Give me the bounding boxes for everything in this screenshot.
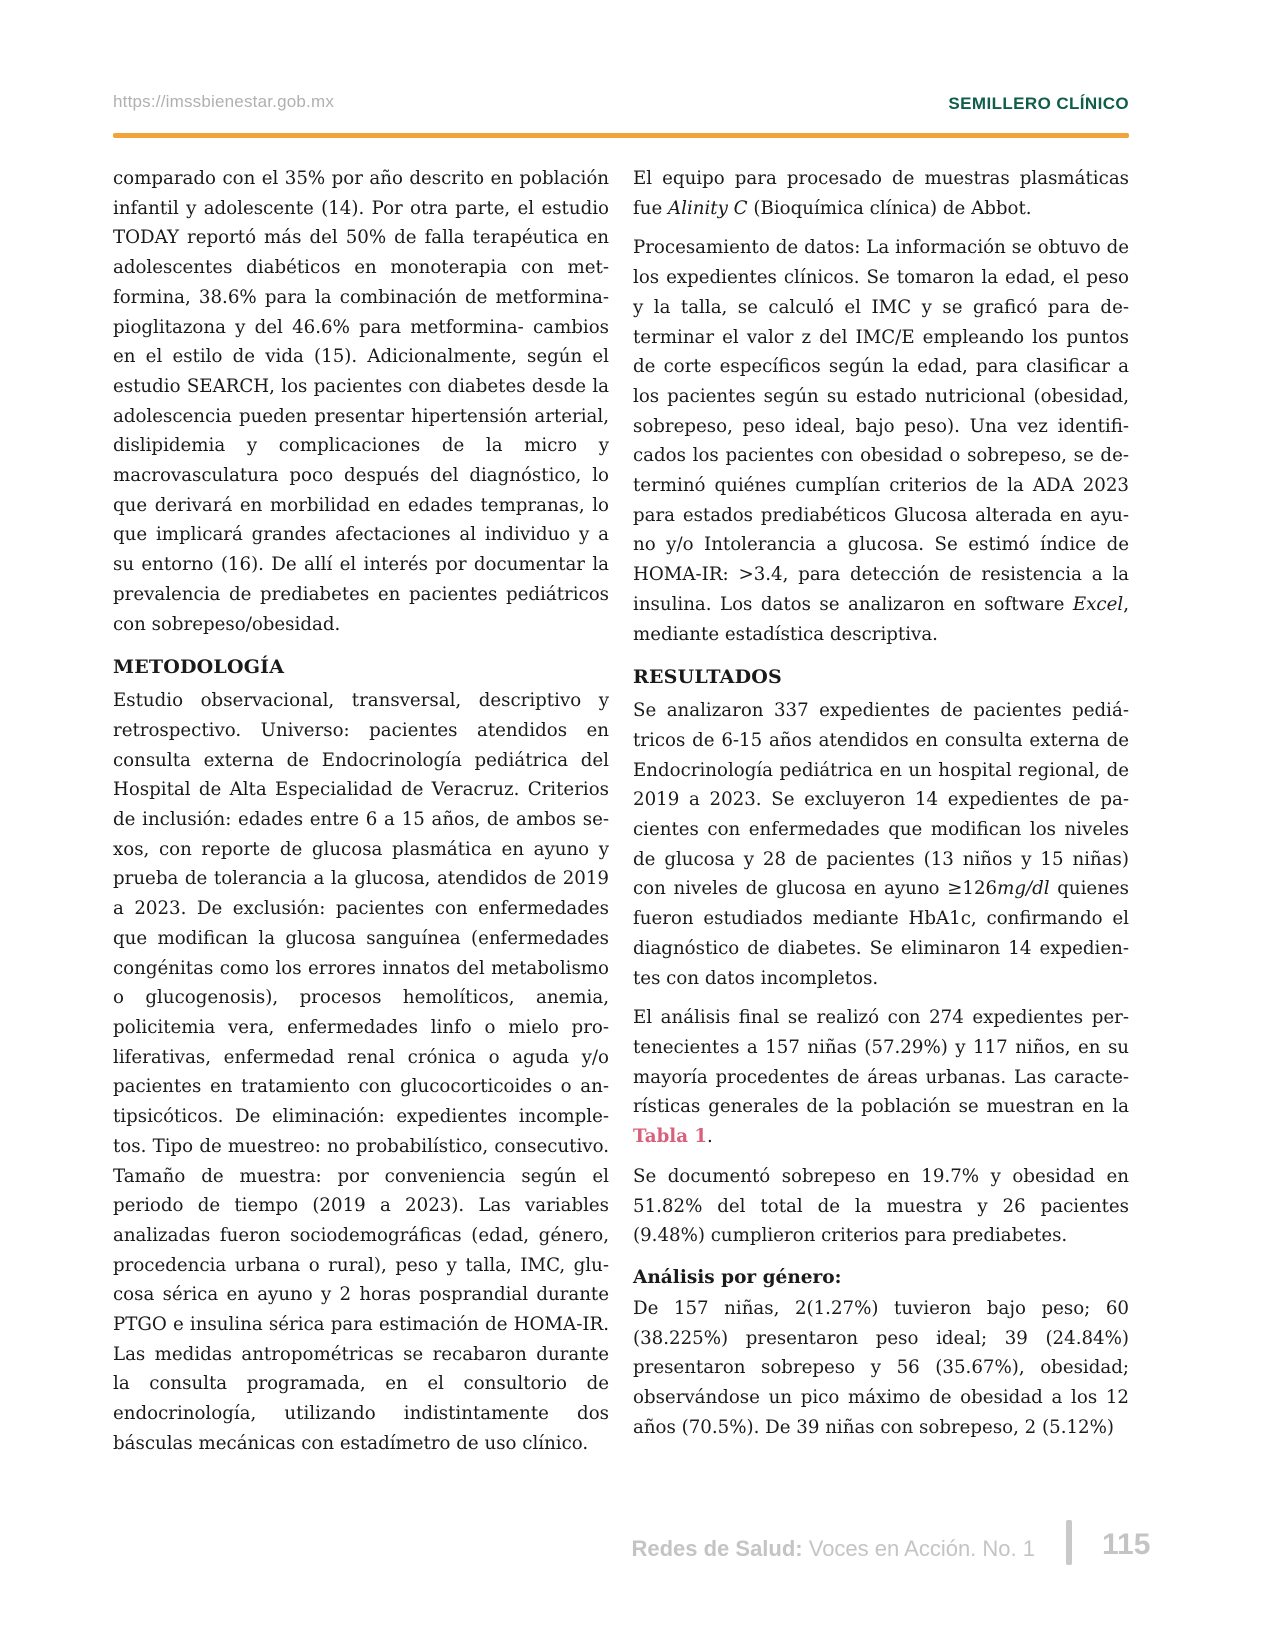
right-column [633,164,1129,1442]
results-text-before: Se analizaron 337 expedientes de pacientes pediátricos de 6-15 años atendidos en consulta externa de Endocrinología pediátrica en un hospital regional, de 2019 a 2023. Se excluyeron 14 expedientes de pacientes con enfermedades que modifican los niveles de glucosa y 28 de pacientes (13 niños y 15 niñas) con niveles de glucosa en ayuno ≥126 [633,700,1129,900]
glucose-unit: mg/dl [997,878,1050,900]
methodology-heading: METODOLOGÍA [113,656,285,679]
gender-analysis-paragraph: De 157 niñas, 2(1.27%) tuvieron bajo peso; 60 (38.225%) presentaron peso ideal; 39 (24.84%) presentaron sobrepeso y 56 (35.67%), obesidad; observándose un pico máximo de obesidad a los 12 años (70.5%). De 39 niñas con sobrepeso, 2 (5.12%) [633,1297,1129,1438]
prevalence-paragraph: Se documentó sobrepeso en 19.7% y obesidad en 51.82% del total de la muestra y 26 pacientes (9.48%) cumplieron criterios para prediabetes. [633,1165,1129,1247]
header-divider [113,133,1129,138]
footer-journal-bold: Redes de Salud: [631,1536,803,1561]
processing-text-after: , mediante estadística descriptiva. [633,593,1129,645]
header-section-title: SEMILLERO CLÍNICO [948,94,1129,113]
equipment-text-after: (Bioquímica clínica) de Abbot. [747,197,1032,219]
gender-analysis-heading: Análisis por género: [633,1266,842,1288]
software-name: Excel [1072,593,1124,615]
equipment-paragraph [633,164,1129,223]
results-paragraph [633,696,1129,993]
left-column [113,164,609,1459]
processing-text-before: Procesamiento de datos: La información se obtuvo de los expedientes clínicos. Se tomaron la edad, el peso y la talla, se calculó el IMC y se graficó para determinar el valor z del IMC/E empleando los puntos de corte específicos según la edad, para clasificar a los pacientes según su estado nutricional (obesidad, sobrepeso, peso ideal, bajo peso). Una vez identificados los pacientes con obesidad o sobrepeso, se determinó quiénes cumplían criterios de la ADA 2023 para estados prediabéticos Glucosa alterada en ayuno y/o Intolerancia a glucosa. Se estimó índice de HOMA-IR: >3.4, para detección de resistencia a la insulina. Los datos se analizaron en software [633,237,1129,615]
intro-paragraph: comparado con el 35% por año descrito en población infantil y adolescente (14). Por otra parte, el estudio TODAY reportó más del 50% de falla terapéutica en adolescentes diabéticos en monoterapia con metformina, 38.6% para la combinación de metformina-pioglitazona y del 46.6% para metformina- cambios en el estilo de vida (15). Adicionalmente, según el estudio SEARCH, los pacientes con diabetes desde la adolescencia pueden presentar hipertensión arterial, dislipidemia y complicaciones de la micro y macrovasculatura poco después del diagnóstico, lo que derivará en morbilidad en edades tempranas, lo que implicará grandes afectaciones al individuo y a su entorno (16). De allí el interés por documentar la prevalencia de prediabetes en pacientes pediátricos con sobrepeso/obesidad. [113,168,609,635]
table-1-link[interactable]: Tabla 1 [633,1126,707,1148]
equipment-name: Alinity C [668,197,748,219]
final-analysis-text-after: . [706,1126,713,1148]
footer-divider [1066,1520,1072,1565]
final-analysis-paragraph [633,1003,1129,1152]
methodology-paragraph: Estudio observacional, transversal, descriptivo y retrospectivo. Universo: pacientes atendidos en consulta externa de Endocrinología pediátrica del Hospital de Alta Especialidad de Veracruz. Criterios de inclusión: edades entre 6 a 15 años, de ambos sexos, con reporte de glucosa plasmática en ayuno y prueba de tolerancia a la glucosa, atendidos de 2019 a 2023. De exclusión: pacientes con enfermedades que modifican la glucosa sanguínea (enfermedades congénitas como los errores innatos del metabolismo o glucogenosis), procesos hemolíticos, anemia, policitemia vera, enfermedades linfo o mielo proliferativas, enfermedad renal crónica o aguda y/o pacientes en tratamiento con glucocorticoides o antipsicóticos. De eliminación: expedientes incompletos. Tipo de muestreo: no probabilístico, consecutivo. Tamaño de muestra: por conveniencia según el periodo de tiempo (2019 a 2023). Las variables analizadas fueron sociodemográficas (edad, género, procedencia urbana o rural), peso y talla, IMC, glucosa sérica en ayuno y 2 horas posprandial durante PTGO e insulina sérica para estimación de HOMA-IR. Las medidas antropométricas se recabaron durante la consulta programada, en el consultorio de endocrinología, utilizando indistintamente dos básculas mecánicas con estadímetro de uso clínico. [113,690,609,1454]
final-analysis-text-before: El análisis final se realizó con 274 expedientes pertenecientes a 157 niñas (57.29%) y 117 niños, en su mayoría procedentes de áreas urbanas. Las características generales de la población se muestran en la [633,1007,1129,1118]
footer-journal-title [631,1536,1035,1562]
footer-journal-rest: Voces en Acción. No. 1 [802,1536,1035,1561]
processing-paragraph [633,233,1129,649]
header-url-link[interactable]: https://imssbienestar.gob.mx [113,92,335,111]
equipment-text-before: El equipo para procesado de muestras plasmáticas fue [633,168,1129,219]
results-text-after: quienes fueron estudiados mediante HbA1c, confirmando el diagnóstico de diabetes. Se eliminaron 14 expedientes con datos incompletos. [633,878,1129,989]
page-number: 115 [1102,1528,1151,1561]
results-heading: RESULTADOS [633,666,782,689]
